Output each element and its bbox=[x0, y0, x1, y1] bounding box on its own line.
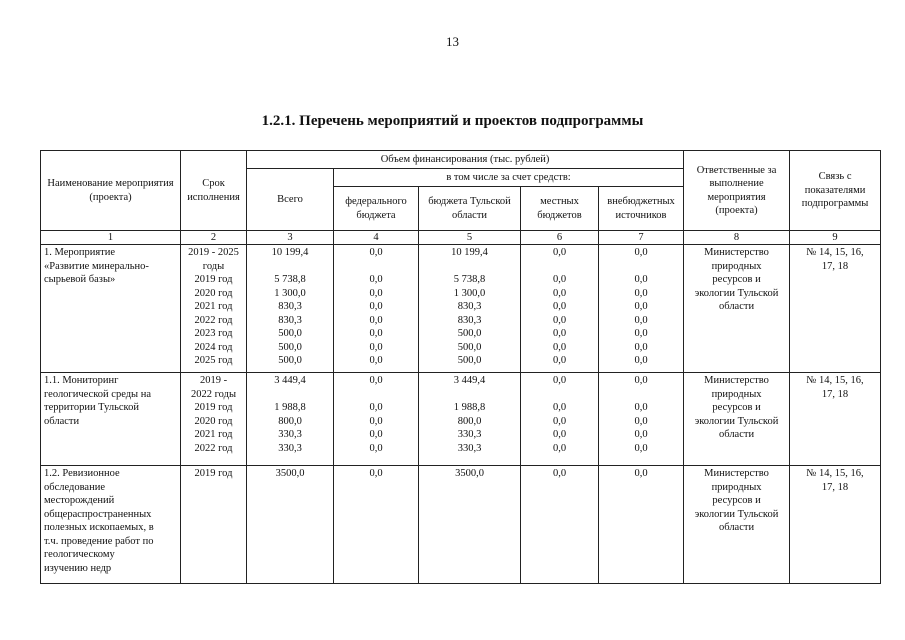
header-name: Наименование мероприятия (проекта) bbox=[41, 151, 181, 231]
header-extra: внебюджетных источников bbox=[599, 187, 684, 231]
page-number: 13 bbox=[446, 34, 459, 49]
header-period: Срок исполнения bbox=[181, 151, 247, 231]
header-including: в том числе за счет средств: bbox=[334, 169, 684, 187]
activity-responsible: Министерство природных ресурсов и экологии Тульской области bbox=[684, 245, 790, 373]
activity-regional: 10 199,4 5 738,8 1 300,0 830,3 830,3 500,0 500,0 500,0 bbox=[419, 245, 521, 373]
activities-table bbox=[40, 150, 881, 584]
activity-total: 3500,0 bbox=[247, 466, 334, 584]
header-federal: федерального бюджета bbox=[334, 187, 419, 231]
column-number: 2 bbox=[181, 231, 247, 245]
activity-link: № 14, 15, 16, 17, 18 bbox=[790, 466, 881, 584]
header-local: местных бюджетов bbox=[521, 187, 599, 231]
column-number: 1 bbox=[41, 231, 181, 245]
header-regional: бюджета Тульской области bbox=[419, 187, 521, 231]
column-number: 7 bbox=[599, 231, 684, 245]
activity-local: 0,0 0,0 0,0 0,0 0,0 bbox=[521, 373, 599, 466]
column-number: 6 bbox=[521, 231, 599, 245]
activity-total: 3 449,4 1 988,8 800,0 330,3 330,3 bbox=[247, 373, 334, 466]
activity-federal: 0,0 0,0 0,0 0,0 0,0 bbox=[334, 373, 419, 466]
header-link: Связь с показателями подпрограммы bbox=[790, 151, 881, 231]
activity-local: 0,0 0,0 0,0 0,0 0,0 0,0 0,0 0,0 bbox=[521, 245, 599, 373]
column-numbers-row bbox=[41, 231, 881, 245]
activity-local: 0,0 bbox=[521, 466, 599, 584]
table-row bbox=[41, 466, 881, 584]
activity-regional: 3 449,4 1 988,8 800,0 330,3 330,3 bbox=[419, 373, 521, 466]
column-number: 5 bbox=[419, 231, 521, 245]
column-number: 3 bbox=[247, 231, 334, 245]
activity-federal: 0,0 0,0 0,0 0,0 0,0 0,0 0,0 0,0 bbox=[334, 245, 419, 373]
table-row bbox=[41, 373, 881, 466]
activity-name: 1. Мероприятие «Развитие минерально- сырьевой базы» bbox=[41, 245, 181, 373]
column-number: 9 bbox=[790, 231, 881, 245]
activity-period: 2019 - 2022 годы 2019 год 2020 год 2021 год 2022 год bbox=[181, 373, 247, 466]
activity-extra: 0,0 0,0 0,0 0,0 0,0 bbox=[599, 373, 684, 466]
activity-link: № 14, 15, 16, 17, 18 bbox=[790, 245, 881, 373]
activity-regional: 3500,0 bbox=[419, 466, 521, 584]
activity-federal: 0,0 bbox=[334, 466, 419, 584]
header-responsible: Ответственные за выполнение мероприятия (проекта) bbox=[684, 151, 790, 231]
activity-link: № 14, 15, 16, 17, 18 bbox=[790, 373, 881, 466]
activity-name: 1.1. Мониторинг геологической среды на территории Тульской области bbox=[41, 373, 181, 466]
activity-responsible: Министерство природных ресурсов и экологии Тульской области bbox=[684, 373, 790, 466]
activity-extra: 0,0 bbox=[599, 466, 684, 584]
activity-responsible: Министерство природных ресурсов и экологии Тульской области bbox=[684, 466, 790, 584]
column-number: 4 bbox=[334, 231, 419, 245]
activity-extra: 0,0 0,0 0,0 0,0 0,0 0,0 0,0 0,0 bbox=[599, 245, 684, 373]
header-funding: Объем финансирования (тыс. рублей) bbox=[247, 151, 684, 169]
activity-period: 2019 - 2025 годы 2019 год 2020 год 2021 год 2022 год 2023 год 2024 год 2025 год bbox=[181, 245, 247, 373]
table-row bbox=[41, 245, 881, 373]
activity-name: 1.2. Ревизионное обследование месторождений общераспространенных полезных ископаемых, в т.ч. проведение работ по геологическому изучению недр bbox=[41, 466, 181, 584]
activity-total: 10 199,4 5 738,8 1 300,0 830,3 830,3 500,0 500,0 500,0 bbox=[247, 245, 334, 373]
page-title: 1.2.1. Перечень мероприятий и проектов подпрограммы bbox=[261, 113, 644, 129]
activity-period: 2019 год bbox=[181, 466, 247, 584]
header-total: Всего bbox=[247, 169, 334, 231]
column-number: 8 bbox=[684, 231, 790, 245]
